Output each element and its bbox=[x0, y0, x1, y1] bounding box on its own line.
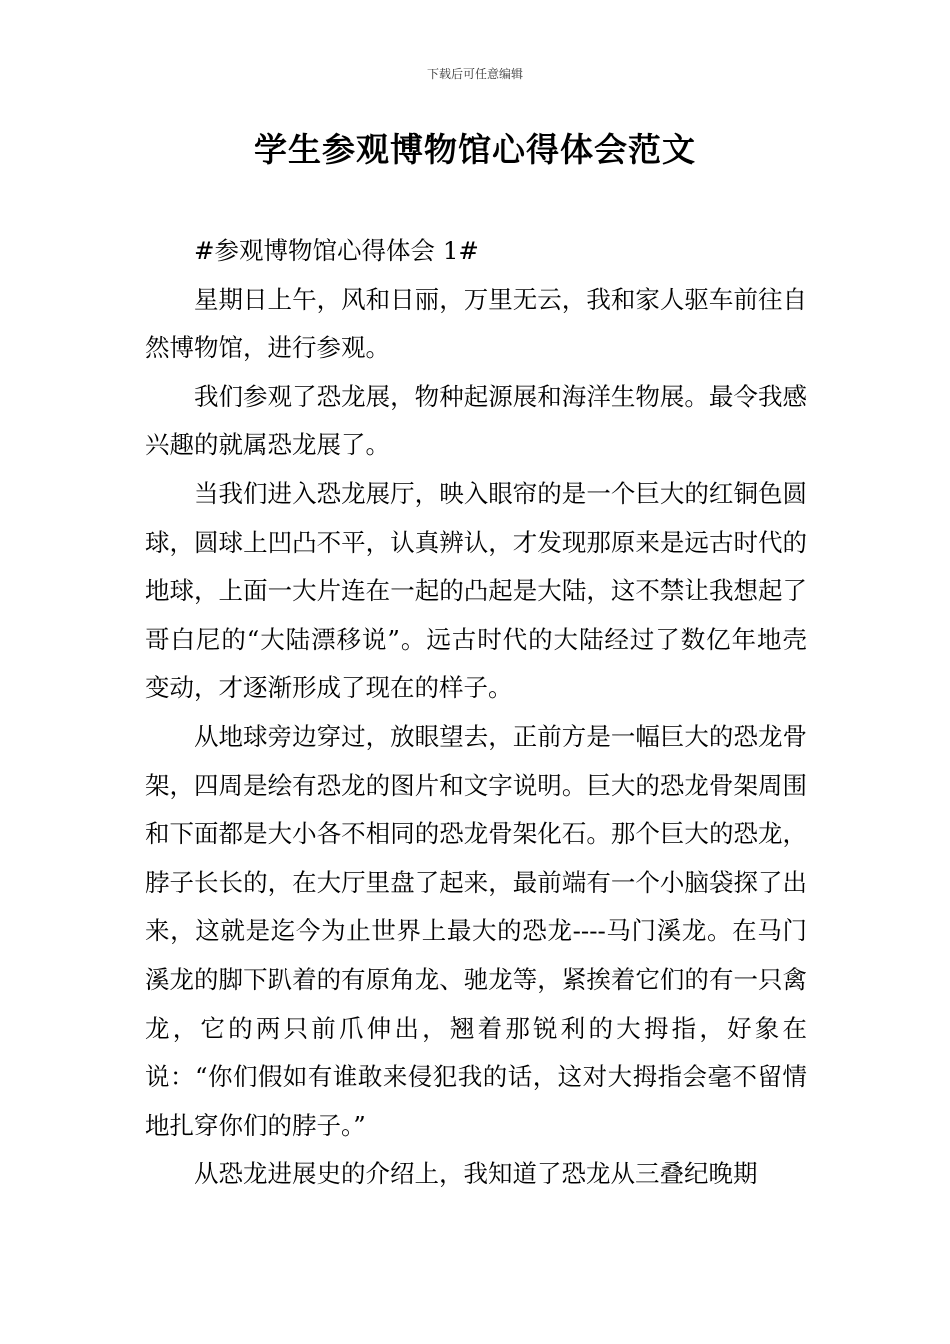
document-body bbox=[145, 227, 807, 1199]
page-header-note: 下载后可任意编辑 bbox=[426, 67, 523, 81]
paragraph-5: 从恐龙进展史的介绍上，我知道了恐龙从三叠纪晚期 bbox=[194, 1159, 758, 1189]
paragraph-1: 星期日上午，风和日丽，万里无云，我和家人驱车前往自然博物馆，进行参观。 bbox=[145, 284, 807, 363]
section-heading: #参观博物馆心得体会 1# bbox=[194, 236, 479, 265]
paragraph-3: 当我们进入恐龙展厅，映入眼帘的是一个巨大的红铜色圆球，圆球上凹凸不平，认真辨认，才发现那原来是远古时代的地球，上面一大片连在一起的凸起是大陆，这不禁让我想起了哥白尼的“大陆漂移说”。远古时代的大陆经过了数亿年地壳变动，才逐渐形成了现在的样子。 bbox=[145, 478, 807, 703]
document-title: 学生参观博物馆心得体会范文 bbox=[254, 130, 696, 169]
paragraph-4: 从地球旁边穿过，放眼望去，正前方是一幅巨大的恐龙骨架，四周是绘有恐龙的图片和文字说明。巨大的恐龙骨架周围和下面都是大小各不相同的恐龙骨架化石。那个巨大的恐龙，脖子长长的，在大厅里盘了起来，最前端有一个小脑袋探了出来，这就是迄今为止世界上最大的恐龙----马门溪龙。在马门溪龙的脚下趴着的有原角龙、驰龙等，紧挨着它们的有一只禽龙，它的两只前爪伸出，翘着那锐利的大拇指，好象在说：“你们假如有谁敢来侵犯我的话，这对大拇指会毫不留情地扎穿你们的脖子。” bbox=[145, 721, 807, 1140]
paragraph-2: 我们参观了恐龙展，物种起源展和海洋生物展。最令我感兴趣的就属恐龙展了。 bbox=[145, 381, 807, 460]
